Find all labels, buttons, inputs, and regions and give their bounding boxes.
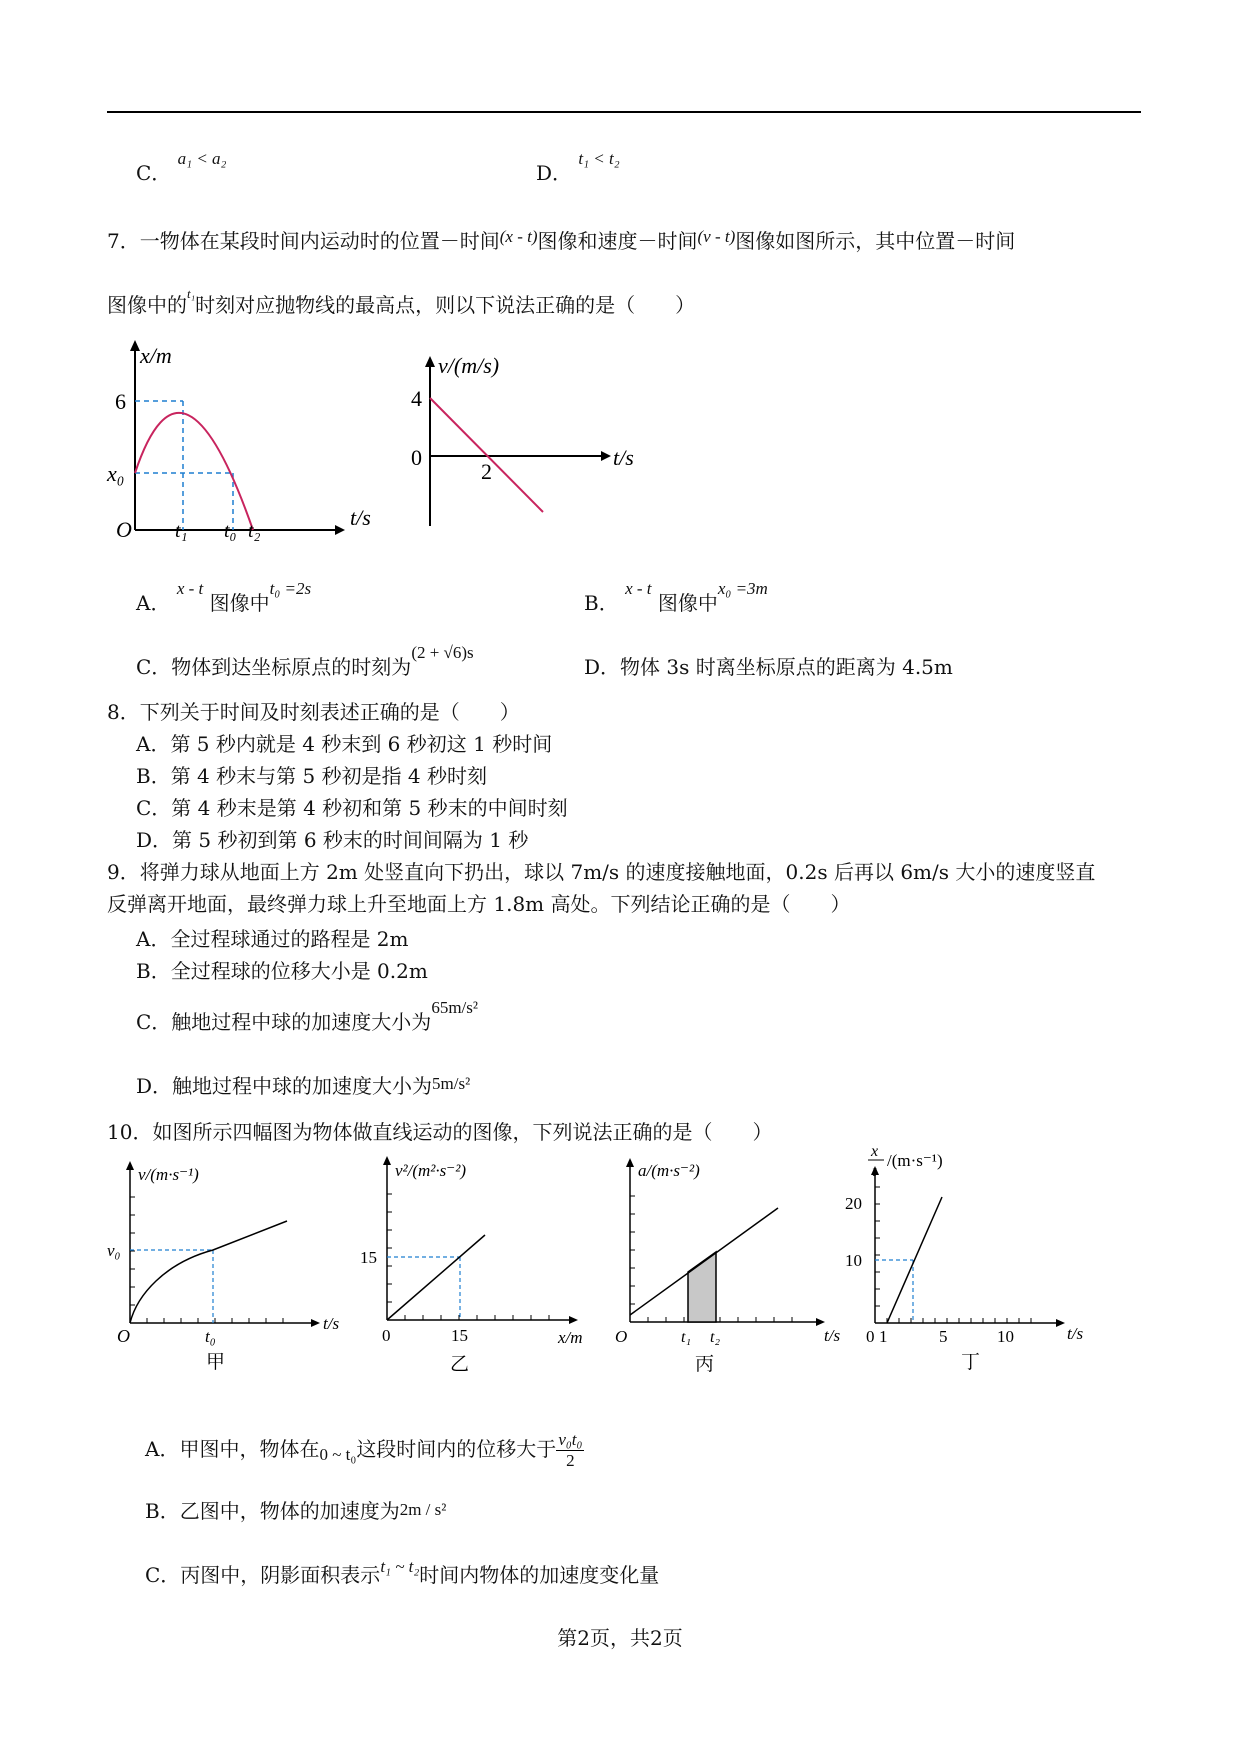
tick-label-1: 1 — [879, 1327, 888, 1346]
math-t1-to-t2: t₁ ~ t₂ — [380, 1557, 420, 1576]
tick-label-t1: t₁ — [175, 520, 188, 542]
prev-option-c[interactable] — [136, 149, 227, 188]
q10-stem: 10．如图所示四幅图为物体做直线运动的图像，下列说法正确的是（ ） — [107, 1120, 773, 1144]
x-axis-label: t/s — [824, 1326, 841, 1345]
q9-stem-line1: 9．将弹力球从地面上方 2m 处竖直向下扔出，球以 7m/s 的速度接触地面，0.2s 后再以 6m/s 大小的速度竖直 — [107, 860, 1096, 884]
y-axis-label-denominator: t — [872, 1163, 877, 1180]
math-t1: t₁ — [187, 286, 196, 301]
figure-caption: 丁 — [961, 1352, 981, 1373]
math-t1-lt-t2: t₁ < t₂ — [578, 149, 620, 168]
y-axis-label: x/m — [140, 343, 172, 368]
velocity-curve — [130, 1221, 287, 1323]
q7-text: 图像如图所示，其中位置－时间 — [735, 229, 1016, 253]
page-footer: 第2页，共2页 — [557, 1626, 683, 1650]
option-text: B．乙图中，物体的加速度为 — [145, 1499, 400, 1523]
x-axis-label: t/s — [350, 505, 371, 530]
y-axis-arrow-icon — [130, 340, 140, 351]
x-axis-label: x/m — [558, 1328, 583, 1347]
tick-label-6: 6 — [115, 389, 126, 414]
math-v-t: (v - t) — [697, 227, 736, 246]
q9-option-a[interactable]: A．全过程球通过的路程是 2m — [136, 927, 409, 951]
tick-label-20: 20 — [845, 1194, 862, 1213]
option-text: 图像中 — [657, 591, 718, 615]
q7-option-d[interactable]: D．物体 3s 时离坐标原点的距离为 4.5m — [584, 655, 953, 679]
q8-stem: 8．下列关于时间及时刻表述正确的是（ ） — [107, 700, 520, 724]
q9-option-c[interactable] — [136, 998, 478, 1037]
origin-label: O — [116, 517, 132, 542]
math-x-t: (x - t) — [499, 227, 538, 246]
option-text: 时间内物体的加速度变化量 — [419, 1563, 660, 1587]
y-axis-arrow-icon — [126, 1161, 134, 1170]
q8-option-a[interactable]: A．第 5 秒内就是 4 秒末到 6 秒初这 1 秒时间 — [136, 732, 553, 756]
math-x-t: x - t — [176, 579, 204, 598]
q9-option-b[interactable]: B．全过程球的位移大小是 0.2m — [136, 959, 428, 983]
option-text: 图像中 — [209, 591, 270, 615]
x-axis-arrow-icon — [569, 1316, 578, 1324]
option-text: C．物体到达坐标原点的时刻为 — [136, 655, 412, 679]
y-axis-arrow-icon — [425, 356, 435, 367]
tick-label-0: 0 — [411, 445, 422, 470]
figure-caption: 甲 — [206, 1352, 226, 1373]
tick-label-t2: t₂ — [710, 1329, 721, 1346]
option-label: D． — [536, 161, 573, 185]
q7-option-b[interactable] — [584, 579, 768, 618]
math-0-to-t0: 0 ~ t₀ — [319, 1445, 357, 1464]
q7-xt-graph — [100, 335, 385, 550]
q7-text: 时刻对应抛物线的最高点，则以下说法正确的是（ ） — [195, 293, 696, 317]
v2-x-line — [387, 1235, 485, 1320]
y-axis-arrow-icon — [626, 1158, 634, 1167]
origin-label: O — [117, 1326, 130, 1346]
y-axis-arrow-icon — [383, 1156, 391, 1165]
x-axis-label: t/s — [323, 1314, 340, 1333]
y-axis-label-unit: /(m·s⁻¹) — [887, 1151, 943, 1170]
q8-option-c[interactable]: C．第 4 秒末是第 4 秒初和第 5 秒末的中间时刻 — [136, 796, 568, 820]
prev-option-d[interactable] — [536, 149, 620, 188]
option-label: B． — [584, 591, 619, 615]
math-2m-per-s2: 2m / s² — [399, 1500, 447, 1519]
q10-graph-jia — [105, 1155, 350, 1380]
tick-label-t0: t₀ — [205, 1327, 216, 1346]
q7-text: 图像中的 — [107, 293, 187, 317]
x-axis-arrow-icon — [816, 1318, 825, 1326]
tick-label-10-x: 10 — [997, 1327, 1014, 1346]
x-axis-label: t/s — [613, 445, 634, 470]
y-axis-label: v/(m·s⁻¹) — [138, 1165, 199, 1184]
math-t0-eq-2s: t₀ =2s — [269, 579, 312, 598]
fraction-numerator: v₀t₀ — [558, 1430, 583, 1449]
tick-label-x0: x₀ — [107, 461, 125, 486]
tick-label-0: 0 — [866, 1327, 875, 1346]
x-axis-arrow-icon — [601, 451, 611, 461]
math-x0-eq-3m: x₀ =3m — [717, 579, 768, 598]
q9-stem-line2: 反弹离开地面，最终弹力球上升至地面上方 1.8m 高处。下列结论正确的是（ ） — [107, 892, 851, 916]
x-axis-arrow-icon — [1056, 1319, 1065, 1327]
option-text: D．触地过程中球的加速度大小为 — [136, 1074, 433, 1098]
x-axis-arrow-icon — [335, 525, 345, 535]
tick-label-15-y: 15 — [360, 1248, 377, 1267]
q7-text: 图像和速度－时间 — [537, 229, 698, 253]
option-label: A． — [136, 591, 171, 615]
tick-label-4: 4 — [411, 386, 422, 411]
tick-label-5: 5 — [939, 1327, 948, 1346]
figure-caption: 丙 — [695, 1354, 715, 1375]
q10-option-b[interactable] — [145, 1498, 446, 1526]
q10-graph-ding — [845, 1140, 1095, 1380]
q7-stem-line1 — [107, 228, 1015, 256]
y-axis-label: v²/(m²·s⁻²) — [395, 1161, 466, 1180]
q10-graph-bing — [610, 1152, 860, 1382]
x-axis-label: t/s — [1067, 1324, 1084, 1343]
option-text: C．丙图中，阴影面积表示 — [145, 1563, 381, 1587]
q7-stem-line2 — [107, 286, 696, 321]
q10-option-c[interactable] — [145, 1557, 660, 1590]
q10-option-a[interactable] — [145, 1430, 584, 1471]
q9-option-d[interactable] — [136, 1073, 470, 1101]
fraction-denominator: 2 — [566, 1451, 575, 1470]
q7-option-a[interactable] — [136, 579, 312, 618]
math-x-t: x - t — [625, 579, 652, 598]
origin-label: O — [615, 1327, 628, 1346]
math-65m-s2: 65m/s² — [431, 998, 478, 1017]
tick-label-t1: t₁ — [681, 1329, 692, 1346]
y-axis-label: v/(m/s) — [438, 353, 500, 378]
math-v0t0-over-2 — [556, 1430, 584, 1471]
y-axis-label: a/(m·s⁻²) — [638, 1161, 700, 1180]
math-a1-lt-a2: a₁ < a₂ — [177, 149, 227, 168]
x-over-t-line — [887, 1197, 942, 1323]
tick-label-10: 10 — [845, 1251, 862, 1270]
math-5m-s2: 5m/s² — [432, 1074, 471, 1093]
parabola-curve — [135, 413, 253, 530]
option-text: A．甲图中，物体在 — [145, 1437, 320, 1461]
tick-label-t0: t₀ — [224, 520, 237, 542]
tick-label-2: 2 — [481, 459, 492, 484]
figure-caption: 乙 — [450, 1354, 470, 1375]
tick-label-t2: t₂ — [248, 520, 261, 542]
option-text: 这段时间内的位移大于 — [356, 1437, 557, 1461]
q7-vt-graph — [405, 348, 645, 528]
x-axis-arrow-icon — [311, 1319, 320, 1327]
option-label: C． — [136, 161, 172, 185]
tick-label-15-x: 15 — [451, 1326, 468, 1345]
option-text: C．触地过程中球的加速度大小为 — [136, 1010, 432, 1034]
header-rule — [107, 111, 1141, 113]
math-2-plus-sqrt6-s: (2 + √6)s — [411, 643, 474, 662]
q10-graph-yi — [355, 1150, 605, 1380]
q7-text: 7．一物体在某段时间内运动时的位置－时间 — [107, 229, 500, 253]
origin-label: 0 — [382, 1326, 391, 1345]
q8-option-d[interactable]: D．第 5 秒初到第 6 秒末的时间间隔为 1 秒 — [136, 828, 529, 852]
q7-option-c[interactable] — [136, 643, 474, 682]
y-axis-label-numerator: x — [871, 1143, 879, 1160]
tick-label-v0: v₀ — [107, 1241, 121, 1260]
q8-option-b[interactable]: B．第 4 秒末与第 5 秒初是指 4 秒时刻 — [136, 764, 488, 788]
